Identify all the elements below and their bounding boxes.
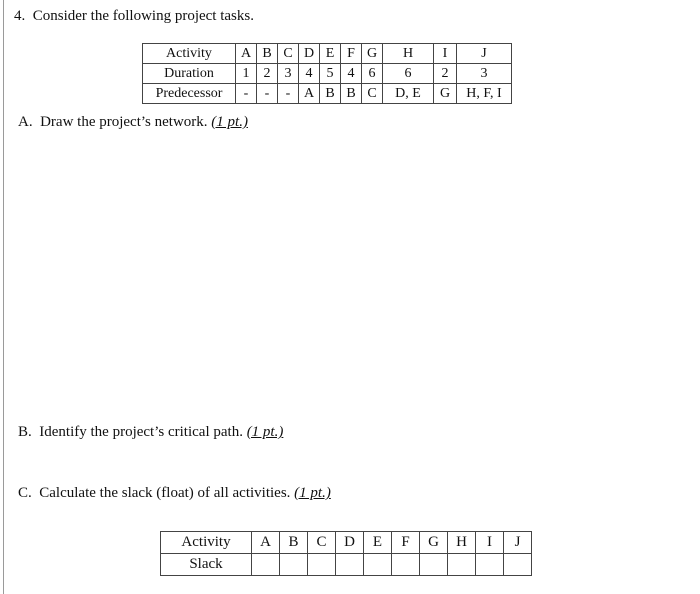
activity-cell: B <box>257 44 278 64</box>
activity-cell: H <box>448 532 476 554</box>
activity-cell: B <box>280 532 308 554</box>
part-c-points: (1 pt.) <box>294 485 331 501</box>
predecessor-cell: B <box>320 84 341 104</box>
predecessor-cell: H, F, I <box>457 84 512 104</box>
slack-table-activity-row <box>161 532 532 554</box>
part-a-prompt <box>18 114 248 131</box>
part-b-label: B. <box>18 424 32 440</box>
activity-cell: H <box>383 44 434 64</box>
duration-cell: 3 <box>457 64 512 84</box>
duration-cell: 4 <box>341 64 362 84</box>
activity-cell: F <box>392 532 420 554</box>
row-label-activity: Activity <box>161 532 252 554</box>
part-b-points: (1 pt.) <box>246 424 284 440</box>
part-b-text: Identify the project’s critical path. <box>39 424 243 440</box>
activity-cell: E <box>364 532 392 554</box>
predecessor-cell: C <box>362 84 383 104</box>
activity-cell: C <box>278 44 299 64</box>
task-table-duration-row <box>143 64 512 84</box>
activity-cell: D <box>336 532 364 554</box>
question-header <box>14 8 254 25</box>
part-a-text: Draw the project’s network. <box>40 114 208 130</box>
activity-cell: A <box>252 532 280 554</box>
activity-cell: I <box>476 532 504 554</box>
activity-cell: G <box>362 44 383 64</box>
row-label-duration: Duration <box>143 64 236 84</box>
slack-table <box>160 531 532 576</box>
part-c-label: C. <box>18 485 32 501</box>
slack-input-cell[interactable] <box>280 554 308 576</box>
duration-cell: 2 <box>257 64 278 84</box>
slack-input-cell[interactable] <box>252 554 280 576</box>
activity-cell: D <box>299 44 320 64</box>
predecessor-cell: A <box>299 84 320 104</box>
slack-input-cell[interactable] <box>448 554 476 576</box>
slack-table-slack-row <box>161 554 532 576</box>
predecessor-cell: B <box>341 84 362 104</box>
part-c-prompt <box>18 485 331 502</box>
task-table <box>142 43 512 104</box>
activity-cell: F <box>341 44 362 64</box>
slack-input-cell[interactable] <box>364 554 392 576</box>
duration-cell: 6 <box>362 64 383 84</box>
duration-cell: 1 <box>236 64 257 84</box>
part-a-label: A. <box>18 114 33 130</box>
row-label-slack: Slack <box>161 554 252 576</box>
predecessor-cell: - <box>257 84 278 104</box>
task-table-predecessor-row <box>143 84 512 104</box>
duration-cell: 4 <box>299 64 320 84</box>
slack-input-cell[interactable] <box>308 554 336 576</box>
part-c-text: Calculate the slack (float) of all activities. <box>39 485 291 501</box>
activity-cell: J <box>504 532 532 554</box>
duration-cell: 6 <box>383 64 434 84</box>
activity-cell: C <box>308 532 336 554</box>
slack-input-cell[interactable] <box>420 554 448 576</box>
row-label-activity: Activity <box>143 44 236 64</box>
duration-cell: 2 <box>434 64 457 84</box>
task-table-activity-row <box>143 44 512 64</box>
predecessor-cell: - <box>236 84 257 104</box>
activity-cell: A <box>236 44 257 64</box>
page-left-border <box>3 0 4 594</box>
slack-input-cell[interactable] <box>476 554 504 576</box>
duration-cell: 3 <box>278 64 299 84</box>
predecessor-cell: - <box>278 84 299 104</box>
question-text: Consider the following project tasks. <box>32 8 254 24</box>
predecessor-cell: G <box>434 84 457 104</box>
activity-cell: I <box>434 44 457 64</box>
question-number: 4. <box>14 8 26 24</box>
part-a-points: (1 pt.) <box>211 114 248 130</box>
slack-input-cell[interactable] <box>392 554 420 576</box>
slack-input-cell[interactable] <box>504 554 532 576</box>
activity-cell: G <box>420 532 448 554</box>
part-b-prompt <box>18 424 283 441</box>
slack-input-cell[interactable] <box>336 554 364 576</box>
duration-cell: 5 <box>320 64 341 84</box>
activity-cell: E <box>320 44 341 64</box>
predecessor-cell: D, E <box>383 84 434 104</box>
activity-cell: J <box>457 44 512 64</box>
row-label-predecessor: Predecessor <box>143 84 236 104</box>
